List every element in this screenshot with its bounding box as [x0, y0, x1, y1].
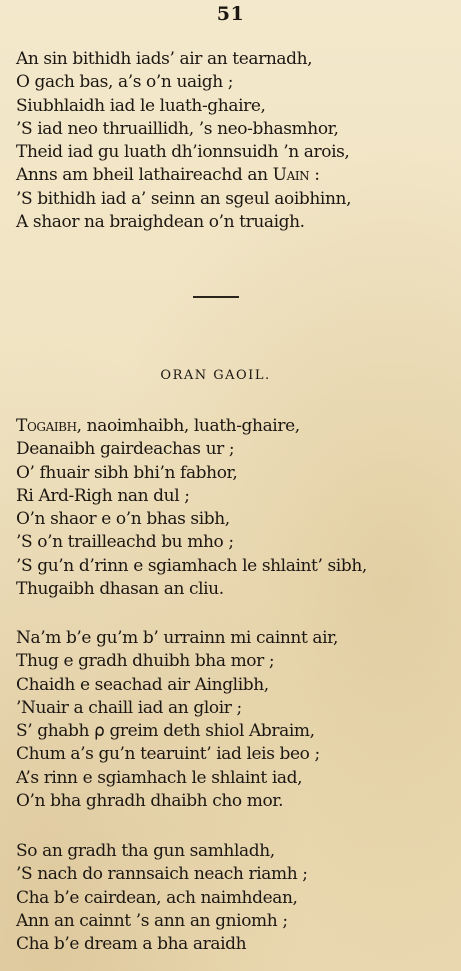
verse-line: Ann an cainnt ’s ann an gniomh ;: [16, 910, 288, 931]
page-number: 51: [216, 3, 245, 25]
verse-line: A’s rinn e sgiamhach le shlaint iad,: [16, 767, 303, 788]
verse-line: Chaidh e seachad air Ainglibh,: [16, 674, 269, 695]
verse-line: Thug e gradh dhuibh bha mor ;: [16, 651, 275, 672]
verse-line: ’S nach do rannsaich neach riamh ;: [16, 864, 308, 885]
verse-line: O’n bha ghradh dhaibh cho mor.: [16, 791, 284, 812]
verse-line: Theid iad gu luath dh’ionnsuidh ’n arois,: [16, 142, 350, 163]
verse-line: Cha b’e cairdean, ach naimhdean,: [16, 887, 298, 908]
verse-line: ’S gu’n d’rinn e sgiamhach le shlaint’ sibh,: [16, 555, 367, 576]
verse-line: A shaor na braighdean o’n truaigh.: [16, 212, 305, 233]
verse-line: Deanaibh gairdeachas ur ;: [16, 439, 235, 460]
verse-line: Thugaibh dhasan an cliu.: [16, 579, 224, 600]
verse-line-tail: :: [309, 165, 320, 186]
verse-line: ’S bithidh iad a’ seinn an sgeul aoibhinn,: [16, 188, 352, 209]
drop-word: Togaibh: [16, 416, 77, 436]
stanza-4: [16, 840, 456, 956]
verse-line: Na’m b’e gu’m b’ urrainn mi cainnt air,: [16, 628, 339, 648]
verse-line: O’ fhuair sibh bhi’n fabhor,: [16, 462, 238, 483]
verse-line: O gach bas, a’s o’n uaigh ;: [16, 72, 234, 93]
verse-line: Chum a’s gu’n tearuint’ iad leis beo ;: [16, 744, 320, 765]
verse-line: So an gradh tha gun samhladh,: [16, 841, 275, 861]
section-title: ORAN GAOIL.: [160, 368, 271, 383]
verse-line: [16, 415, 456, 438]
stanza-1: [16, 48, 456, 234]
verse-line: ’Nuair a chaill iad an gloir ;: [16, 697, 242, 718]
verse-line: Siubhlaidh iad le luath-ghaire,: [16, 95, 266, 116]
verse-line: O’n shaor e o’n bhas sibh,: [16, 509, 230, 530]
verse-line: S’ ghabh ⍴ greim deth shiol Abraim,: [16, 721, 315, 742]
stanza-2: [16, 415, 456, 601]
section-divider: [193, 296, 239, 298]
stanza-3: [16, 627, 456, 813]
verse-line: [16, 164, 456, 187]
verse-line: An sin bithidh iads’ air an tearnadh,: [16, 49, 313, 69]
verse-line: ’S iad neo thruaillidh, ’s neo-bhasmhor,: [16, 118, 339, 139]
verse-line: Ri Ard-Righ nan dul ;: [16, 485, 190, 506]
verse-line-tail: , naoimhaibh, luath-ghaire,: [76, 416, 300, 436]
verse-line-text: Anns am bheil lathaireachd an: [16, 165, 268, 186]
verse-line-name: Uain: [272, 165, 310, 186]
verse-line: ’S o’n trailleachd bu mho ;: [16, 532, 234, 553]
verse-line: Cha b’e dream a bha araidh: [16, 934, 247, 955]
